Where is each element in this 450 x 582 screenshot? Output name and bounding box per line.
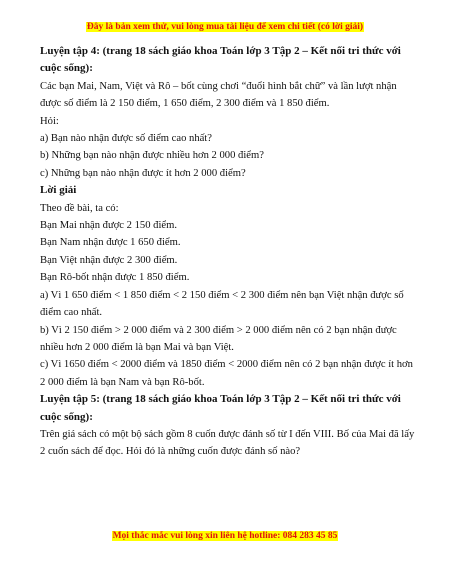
- exercise-4-ask: Hỏi:: [40, 115, 59, 127]
- exercise-5-problem: Trên giá sách có một bộ sách gồm 8 cuốn được đánh số từ I đến VIII. Bố của Mai đã lấy 2 cuốn sách để đọc. Hỏi đó là những cuốn được đánh số nào?: [40, 428, 415, 458]
- solution-intro: Theo đề bài, ta có:: [40, 202, 119, 214]
- question-a: a) Bạn nào nhận được số điểm cao nhất?: [40, 133, 212, 145]
- solution-line-nam: Bạn Nam nhận được 1 650 điểm.: [40, 237, 181, 249]
- question-b: b) Những bạn nào nhận được nhiều hơn 2 000 điểm?: [40, 150, 264, 162]
- document-content: [40, 43, 415, 461]
- exercise-5-heading: Luyện tập 5: (trang 18 sách giáo khoa Toán lớp 3 Tập 2 – Kết nối tri thức với cuộc sống):: [40, 393, 401, 423]
- solution-line-robot: Bạn Rô-bốt nhận được 1 850 điểm.: [40, 272, 190, 284]
- answer-c: c) Vì 1650 điểm < 2000 điểm và 1850 điểm < 2000 điểm nên có 2 bạn nhận được ít hơn 2 000 điểm là bạn Nam và bạn Rô-bốt.: [40, 359, 413, 388]
- answer-b: b) Vì 2 150 điểm > 2 000 điểm và 2 300 điểm > 2 000 điểm nên có 2 bạn nhận được nhiều hơn 2 000 điểm là bạn Mai và bạn Việt.: [40, 324, 397, 353]
- preview-notice-text: Đây là bản xem thử, vui lòng mua tài liệu để xem chi tiết (có lời giải): [86, 22, 364, 32]
- solution-heading: Lời giải: [40, 184, 77, 197]
- exercise-4-problem: Các bạn Mai, Nam, Việt và Rô – bốt cùng chơi “đuổi hình bắt chữ” và lần lượt nhận được số điểm là 2 150 điểm, 1 650 điểm, 2 300 điểm và 1 850 điểm.: [40, 80, 397, 110]
- answer-a: a) Vì 1 650 điểm < 1 850 điểm < 2 150 điểm < 2 300 điểm nên bạn Việt nhận được số điểm cao nhất.: [40, 289, 404, 319]
- exercise-4-heading: Luyện tập 4: (trang 18 sách giáo khoa Toán lớp 3 Tập 2 – Kết nối tri thức với cuộc sống):: [40, 45, 401, 75]
- hotline-banner: [0, 531, 450, 541]
- solution-line-mai: Bạn Mai nhận được 2 150 điểm.: [40, 220, 177, 232]
- solution-line-viet: Bạn Việt nhận được 2 300 điểm.: [40, 254, 178, 266]
- preview-notice-banner: [0, 22, 450, 32]
- question-c: c) Những bạn nào nhận được ít hơn 2 000 điểm?: [40, 167, 246, 179]
- hotline-text: Mọi thắc mắc vui lòng xin liên hệ hotline: 084 283 45 85: [112, 531, 338, 541]
